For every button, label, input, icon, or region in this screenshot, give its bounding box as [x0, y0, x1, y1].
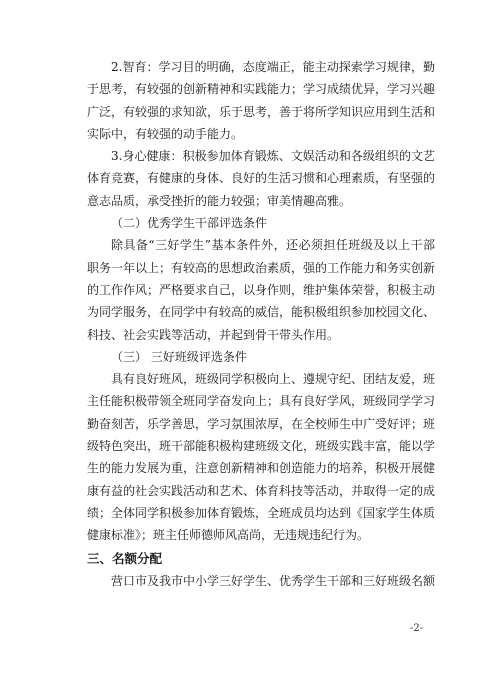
paragraph-intellectual-education: 2.智育：学习目的明确，态度端正，能主动探索学习规律，勤于思考，有较强的创新精神和实践能力；学习成绩优异，学习兴趣广泛，有较强的求知欲，乐于思考，善于将所学知识应用到生活和实际中，有较强的动手能力。: [87, 60, 436, 141]
paragraph-physical-mental-health: 3.身心健康：积极参加体育锻炼、文娱活动和各级组织的文艺体育竞赛，有健康的身体、良好的生活习惯和心理素质，有坚强的意志品质，承受挫折的能力较强；审美情趣高雅。: [87, 149, 436, 208]
page-number: -2-: [410, 623, 424, 634]
document-body: [87, 56, 435, 592]
subheading-good-class: （三） 三好班级评选条件: [111, 349, 247, 364]
section-heading-quota: 三、名额分配: [87, 550, 163, 566]
paragraph-outstanding-cadre-criteria: 除具备“三好学生”基本条件外，还必须担任班级及以上干部职务一年以上；有较高的思想政治素质，强的工作能力和务实创新的工作作风；严格要求自己，以身作则，维护集体荣誉，积极主动为同学服务，在同学中有较高的威信，能积极组织参加校园文化、科技、社会实践等活动，并起到骨干带头作用。: [87, 238, 436, 342]
subheading-outstanding-cadre: （二）优秀学生干部评选条件: [111, 216, 268, 231]
paragraph-good-class-criteria: 具有良好班风，班级同学积极向上、遵规守纪、团结友爱，班主任能积极带领全班同学奋发向上；具有良好学风，班级同学学习勤奋刻苦，乐学善思，学习氛围浓厚，在全校师生中广受好评；班级特色突出，班干部能积极构建班级文化，班级实践丰富，能以学生的能力发展为重，注意创新精神和创造能力的培养，积极开展健康有益的社会实践活动和艺术、体育科技等活动，并取得一定的成绩；全体同学积极参加体育锻炼，全班成员均达到《国家学生体质健康标准》；班主任师德师风高尚，无违规违纪行为。: [87, 372, 436, 543]
paragraph-quota-start: 营口市及我市中小学三好学生、优秀学生干部和三好班级名额: [111, 573, 436, 588]
